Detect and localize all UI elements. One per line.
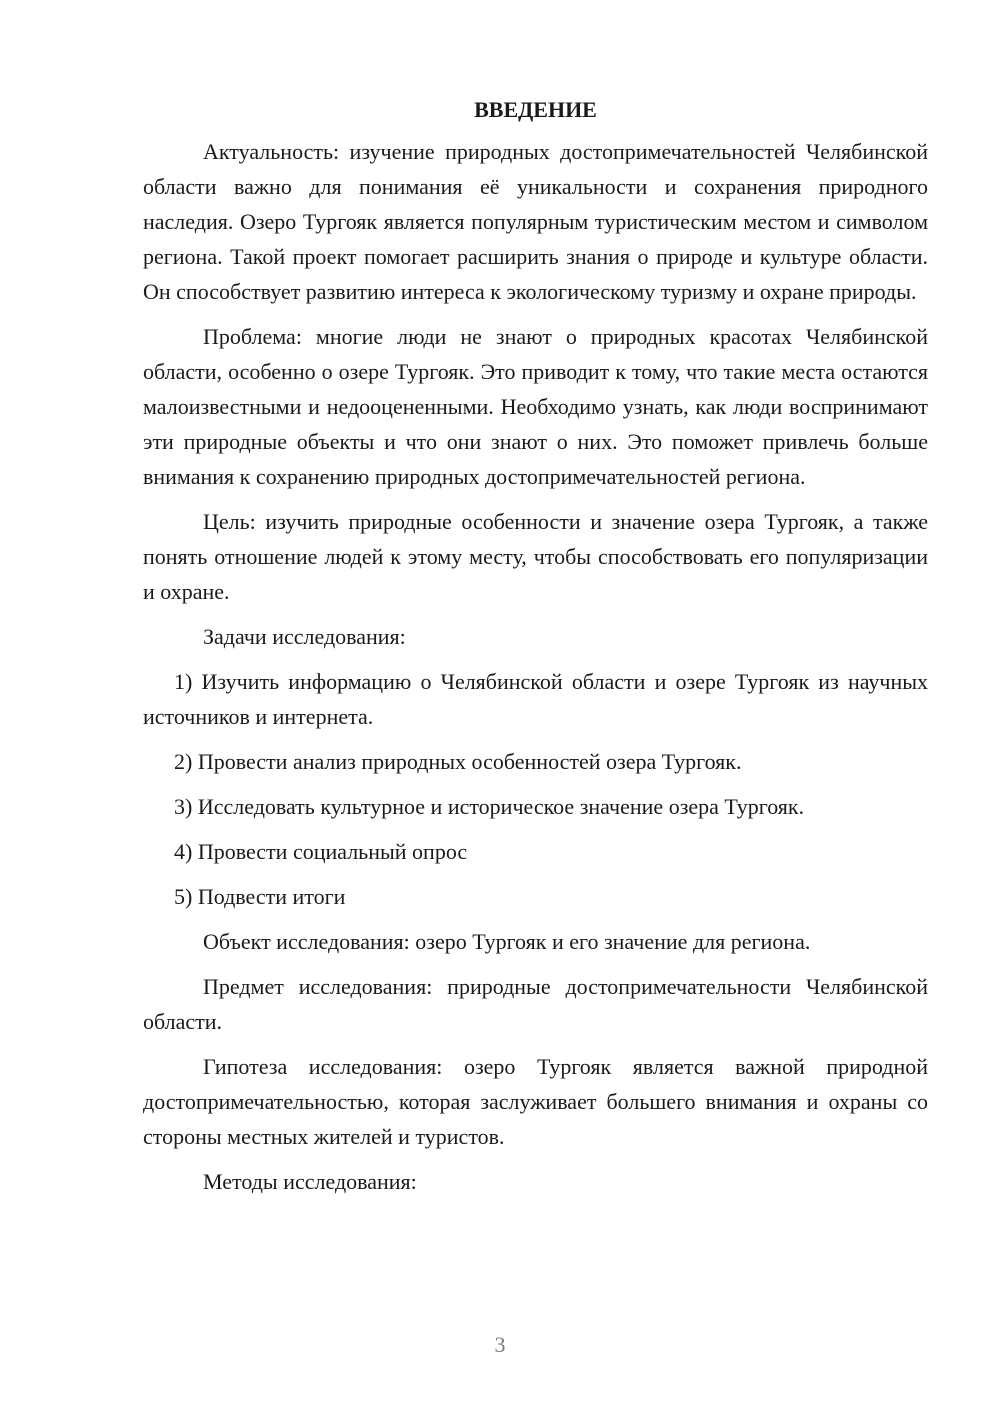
tasks-list [143, 664, 928, 914]
paragraph-hypothesis: Гипотеза исследования: озеро Тургояк является важной природной достопримечательностью, которая заслуживает большего внимания и охраны со стороны местных жителей и туристов. [143, 1054, 928, 1149]
paragraph-subject: Предмет исследования: природные достопримечательности Челябинской области. [143, 974, 928, 1034]
list-item: 4) Провести социальный опрос [174, 839, 468, 864]
list-item: 3) Исследовать культурное и историческое значение озера Тургояк. [174, 794, 805, 819]
paragraph-tasks-heading: Задачи исследования: [203, 624, 406, 649]
paragraph-problem: Проблема: многие люди не знают о природных красотах Челябинской области, особенно о озере Тургояк. Это приводит к тому, что такие места остаются малоизвестными и недооцененными. Необходимо узнать, как люди воспринимают эти природные объекты и что они знают о них. Это поможет привлечь больше внимания к сохранению природных достопримечательностей региона. [143, 324, 928, 489]
section-title: ВВЕДЕНИЕ [474, 97, 597, 122]
paragraph-relevance: Актуальность: изучение природных достопримечательностей Челябинской области важно для понимания её уникальности и сохранения природного наследия. Озеро Тургояк является популярным туристическим местом и символом региона. Такой проект помогает расширить знания о природе и культуре области. Он способствует развитию интереса к экологическому туризму и охране природы. [143, 139, 928, 304]
paragraph-object: Объект исследования: озеро Тургояк и его значение для региона. [203, 929, 811, 954]
page-number: 3 [494, 1332, 506, 1357]
paragraph-goal: Цель: изучить природные особенности и значение озера Тургояк, а также понять отношение людей к этому месту, чтобы способствовать его популяризации и охране. [143, 509, 928, 604]
document-page [143, 95, 928, 1209]
list-item: 1) Изучить информацию о Челябинской области и озере Тургояк из научных источников и интернета. [143, 669, 928, 729]
list-item: 5) Подвести итоги [174, 884, 346, 909]
paragraph-methods: Методы исследования: [203, 1169, 417, 1194]
list-item: 2) Провести анализ природных особенностей озера Тургояк. [174, 749, 742, 774]
